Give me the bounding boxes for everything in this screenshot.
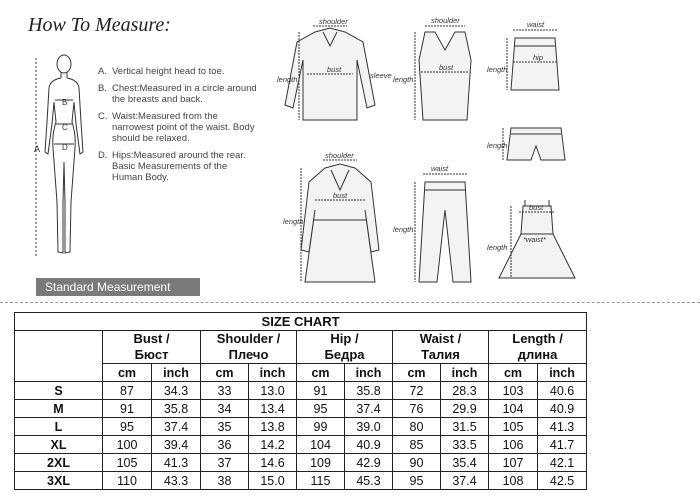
unit-cm: cm bbox=[393, 364, 441, 382]
marker-b: B bbox=[62, 98, 68, 107]
size-rows bbox=[15, 382, 587, 490]
unit-cm: cm bbox=[201, 364, 249, 382]
unit-inch: inch bbox=[538, 364, 587, 382]
label-hip: hip bbox=[533, 53, 544, 62]
table-cell: 43.3 bbox=[152, 472, 201, 490]
coat-diagram bbox=[283, 151, 379, 282]
table-cell: 33 bbox=[201, 382, 249, 400]
label-bust: bust bbox=[327, 65, 342, 74]
table-cell: 29.9 bbox=[441, 400, 489, 418]
table-cell: 33.5 bbox=[441, 436, 489, 454]
table-cell: 105 bbox=[489, 418, 538, 436]
table-cell: 104 bbox=[297, 436, 345, 454]
legend-item: D. Hips:Measured around the rear. Basic Measurements of the Human Body. bbox=[98, 150, 246, 183]
dress-diagram bbox=[487, 200, 575, 278]
table-row bbox=[15, 454, 587, 472]
marker-c: C bbox=[62, 123, 68, 132]
table-cell: 39.4 bbox=[152, 436, 201, 454]
table-cell: 109 bbox=[297, 454, 345, 472]
marker-d: D bbox=[62, 143, 68, 152]
size-label: 3XL bbox=[15, 472, 103, 490]
label-length: length bbox=[283, 217, 304, 226]
table-cell: 40.6 bbox=[538, 382, 587, 400]
label-waist: *waist* bbox=[523, 235, 546, 244]
column-header-waist: Waist / Талия bbox=[393, 331, 489, 364]
table-cell: 15.0 bbox=[249, 472, 297, 490]
table-cell: 72 bbox=[393, 382, 441, 400]
body-figure bbox=[34, 52, 94, 267]
legend-item: B. Chest:Measured in a circle around the breasts and back. bbox=[98, 83, 257, 105]
unit-cm: cm bbox=[103, 364, 152, 382]
legend-item: A. Vertical height head to toe. bbox=[98, 66, 225, 77]
table-cell: 37.4 bbox=[441, 472, 489, 490]
measurement-legend bbox=[98, 66, 258, 189]
label-shoulder: shoulder bbox=[325, 151, 354, 160]
table-cell: 108 bbox=[489, 472, 538, 490]
table-cell: 39.0 bbox=[345, 418, 393, 436]
table-cell: 13.8 bbox=[249, 418, 297, 436]
legend-item: C. Waist:Measured from the narrowest point of the waist. Body should be relaxed. bbox=[98, 111, 255, 144]
table-cell: 37.4 bbox=[152, 418, 201, 436]
unit-inch: inch bbox=[249, 364, 297, 382]
size-chart-title-row bbox=[15, 313, 587, 331]
table-row bbox=[15, 418, 587, 436]
standard-measurement-label: Standard Measurement bbox=[36, 278, 200, 296]
label-length: length bbox=[487, 141, 508, 150]
page-title: How To Measure: bbox=[28, 14, 171, 36]
table-cell: 115 bbox=[297, 472, 345, 490]
table-cell: 38 bbox=[201, 472, 249, 490]
table-cell: 104 bbox=[489, 400, 538, 418]
table-row bbox=[15, 382, 587, 400]
table-cell: 110 bbox=[103, 472, 152, 490]
size-label: XL bbox=[15, 436, 103, 454]
size-chart-title: SIZE CHART bbox=[15, 313, 587, 331]
table-cell: 14.2 bbox=[249, 436, 297, 454]
size-label: L bbox=[15, 418, 103, 436]
table-cell: 28.3 bbox=[441, 382, 489, 400]
table-cell: 100 bbox=[103, 436, 152, 454]
unit-inch: inch bbox=[345, 364, 393, 382]
table-cell: 35.8 bbox=[345, 382, 393, 400]
label-waist: waist bbox=[527, 20, 545, 29]
table-cell: 34.3 bbox=[152, 382, 201, 400]
table-cell: 35.8 bbox=[152, 400, 201, 418]
label-length: length bbox=[487, 65, 508, 74]
label-length: length bbox=[487, 243, 508, 252]
table-cell: 35 bbox=[201, 418, 249, 436]
table-cell: 42.5 bbox=[538, 472, 587, 490]
marker-a: A bbox=[34, 144, 41, 154]
table-cell: 41.7 bbox=[538, 436, 587, 454]
unit-cm: cm bbox=[297, 364, 345, 382]
table-cell: 31.5 bbox=[441, 418, 489, 436]
table-cell: 106 bbox=[489, 436, 538, 454]
table-cell: 34 bbox=[201, 400, 249, 418]
table-cell: 13.4 bbox=[249, 400, 297, 418]
table-cell: 45.3 bbox=[345, 472, 393, 490]
table-cell: 105 bbox=[103, 454, 152, 472]
table-cell: 103 bbox=[489, 382, 538, 400]
table-cell: 95 bbox=[393, 472, 441, 490]
table-cell: 76 bbox=[393, 400, 441, 418]
table-cell: 95 bbox=[103, 418, 152, 436]
column-header-bust: Bust / Бюст bbox=[103, 331, 201, 364]
size-chart-table bbox=[14, 312, 587, 490]
size-label: S bbox=[15, 382, 103, 400]
table-cell: 90 bbox=[393, 454, 441, 472]
trousers-diagram bbox=[393, 164, 471, 282]
table-cell: 42.1 bbox=[538, 454, 587, 472]
table-row bbox=[15, 400, 587, 418]
table-cell: 14.6 bbox=[249, 454, 297, 472]
table-cell: 41.3 bbox=[152, 454, 201, 472]
table-cell: 80 bbox=[393, 418, 441, 436]
table-row bbox=[15, 472, 587, 490]
blouse-diagram bbox=[277, 17, 392, 120]
label-waist: waist bbox=[431, 164, 449, 173]
unit-inch: inch bbox=[152, 364, 201, 382]
section-divider bbox=[0, 302, 700, 303]
size-chart-header-row bbox=[15, 331, 587, 364]
table-cell: 85 bbox=[393, 436, 441, 454]
table-cell: 91 bbox=[297, 382, 345, 400]
table-cell: 107 bbox=[489, 454, 538, 472]
table-cell: 91 bbox=[103, 400, 152, 418]
size-label: M bbox=[15, 400, 103, 418]
table-cell: 42.9 bbox=[345, 454, 393, 472]
size-header-blank bbox=[15, 331, 103, 382]
label-bust: bust bbox=[333, 191, 348, 200]
table-cell: 13.0 bbox=[249, 382, 297, 400]
table-cell: 99 bbox=[297, 418, 345, 436]
size-label: 2XL bbox=[15, 454, 103, 472]
table-cell: 37 bbox=[201, 454, 249, 472]
label-length: length bbox=[393, 75, 414, 84]
label-shoulder: shoulder bbox=[431, 16, 460, 25]
column-header-hip: Hip / Бедра bbox=[297, 331, 393, 364]
tank-diagram bbox=[393, 16, 471, 120]
table-row bbox=[15, 436, 587, 454]
label-bust: bust bbox=[529, 203, 544, 212]
label-shoulder: shoulder bbox=[319, 17, 348, 26]
table-cell: 41.3 bbox=[538, 418, 587, 436]
table-cell: 36 bbox=[201, 436, 249, 454]
shorts-diagram bbox=[487, 128, 565, 160]
label-bust: bust bbox=[439, 63, 454, 72]
table-cell: 95 bbox=[297, 400, 345, 418]
table-cell: 37.4 bbox=[345, 400, 393, 418]
unit-cm: cm bbox=[489, 364, 538, 382]
label-length: length bbox=[393, 225, 414, 234]
table-cell: 35.4 bbox=[441, 454, 489, 472]
table-cell: 87 bbox=[103, 382, 152, 400]
unit-inch: inch bbox=[441, 364, 489, 382]
garment-diagrams bbox=[275, 10, 585, 300]
label-sleeve: sleeve bbox=[370, 71, 392, 80]
skirt-diagram bbox=[487, 20, 559, 90]
table-cell: 40.9 bbox=[345, 436, 393, 454]
column-header-shoulder: Shoulder / Плечо bbox=[201, 331, 297, 364]
label-length: length bbox=[277, 75, 298, 84]
column-header-length: Length / длина bbox=[489, 331, 587, 364]
table-cell: 40.9 bbox=[538, 400, 587, 418]
